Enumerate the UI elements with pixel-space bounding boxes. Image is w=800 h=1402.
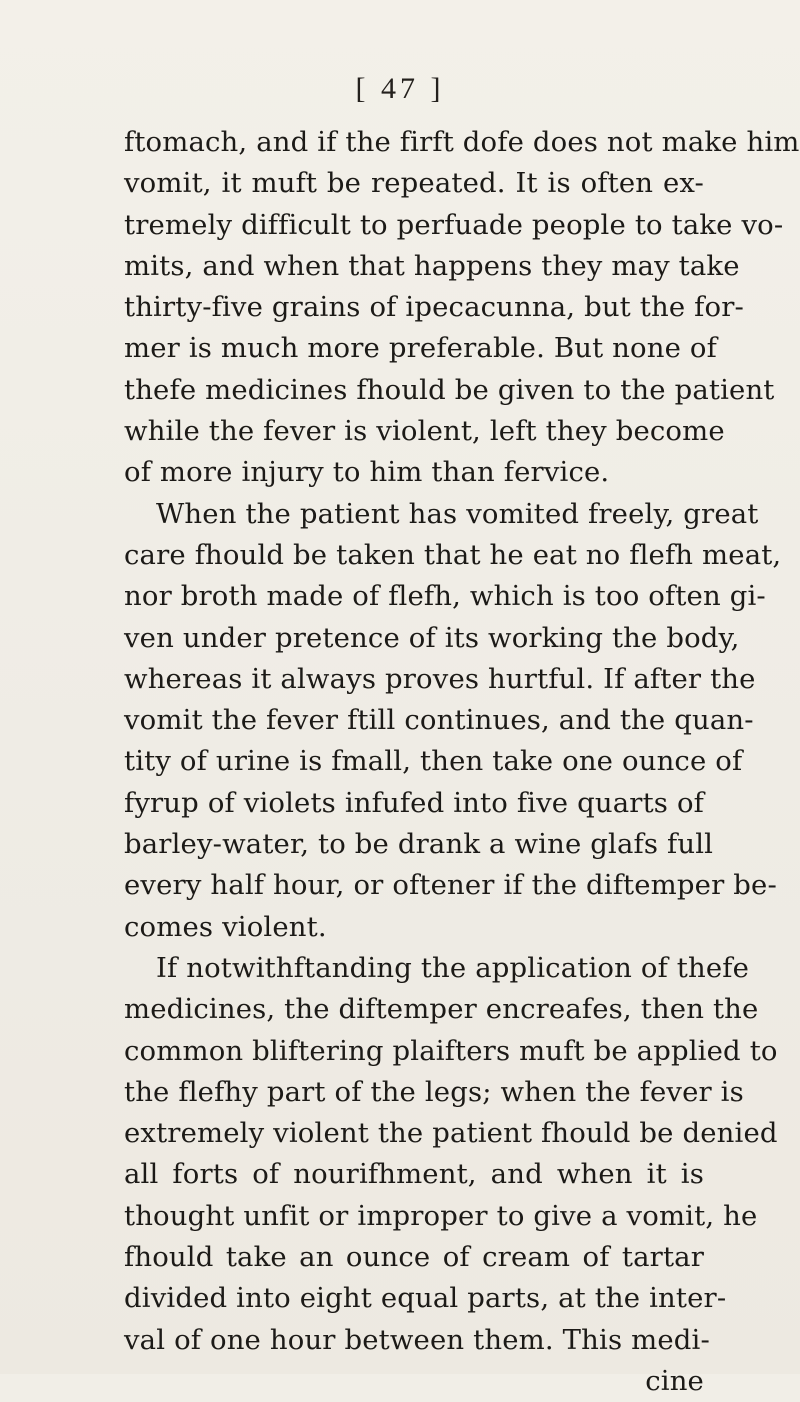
text-line: divided into eight equal parts, at the inter-: [124, 1282, 727, 1315]
text-line: medicines, the diftemper encreafes, then the: [124, 993, 759, 1026]
text-line: nor broth made of flefh, which is too often gi-: [124, 580, 766, 613]
text-line: fhould take an ounce of cream of tartar: [124, 1241, 704, 1274]
text-line: ftomach, and if the firft dofe does not make him: [124, 126, 800, 158]
text-line: of more injury to him than fervice.: [124, 456, 610, 489]
text-line: mer is much more preferable. But none of: [124, 332, 717, 365]
text-line: all forts of nourifhment, and when it is: [124, 1158, 704, 1191]
text-line: fyrup of violets infufed into five quarts of: [124, 786, 704, 819]
text-line: barley-water, to be drank a wine glafs full: [124, 828, 714, 861]
page-number-header: [ 47 ]: [355, 72, 445, 105]
text-line: mits, and when that happens they may take: [124, 249, 740, 282]
text-line: vomit the fever ftill continues, and the quan-: [124, 704, 754, 737]
text-line: val of one hour between them. This medi-: [124, 1323, 710, 1356]
catchword: cine: [645, 1364, 704, 1397]
text-line: vomit, it muft be repeated. It is often ex-: [124, 167, 704, 200]
text-line: thirty-five grains of ipecacunna, but the for-: [124, 291, 744, 324]
text-line: ven under pretence of its working the body,: [124, 621, 740, 654]
text-line: comes violent.: [124, 910, 327, 943]
text-line: extremely violent the patient fhould be denied: [124, 1117, 778, 1150]
text-line: whereas it always proves hurtful. If after the: [124, 662, 756, 695]
body-text: [124, 122, 800, 1402]
text-line: tremely difficult to perfuade people to take vo-: [124, 208, 784, 241]
text-line: tity of urine is fmall, then take one ounce of: [124, 745, 743, 778]
text-line: while the fever is violent, left they become: [124, 415, 725, 448]
text-line: If notwithftanding the application of thefe: [156, 951, 750, 984]
text-line: thought unfit or improper to give a vomit, he: [124, 1199, 758, 1232]
text-line: care fhould be taken that he eat no flefh meat,: [124, 538, 782, 571]
text-line: When the patient has vomited freely, great: [156, 497, 759, 530]
text-line: thefe medicines fhould be given to the patient: [124, 373, 775, 406]
text-line: every half hour, or oftener if the diftemper be-: [124, 869, 777, 902]
text-line: common bliftering plaifters muft be applied to: [124, 1034, 778, 1067]
text-line: the flefhy part of the legs; when the fever is: [124, 1075, 744, 1108]
